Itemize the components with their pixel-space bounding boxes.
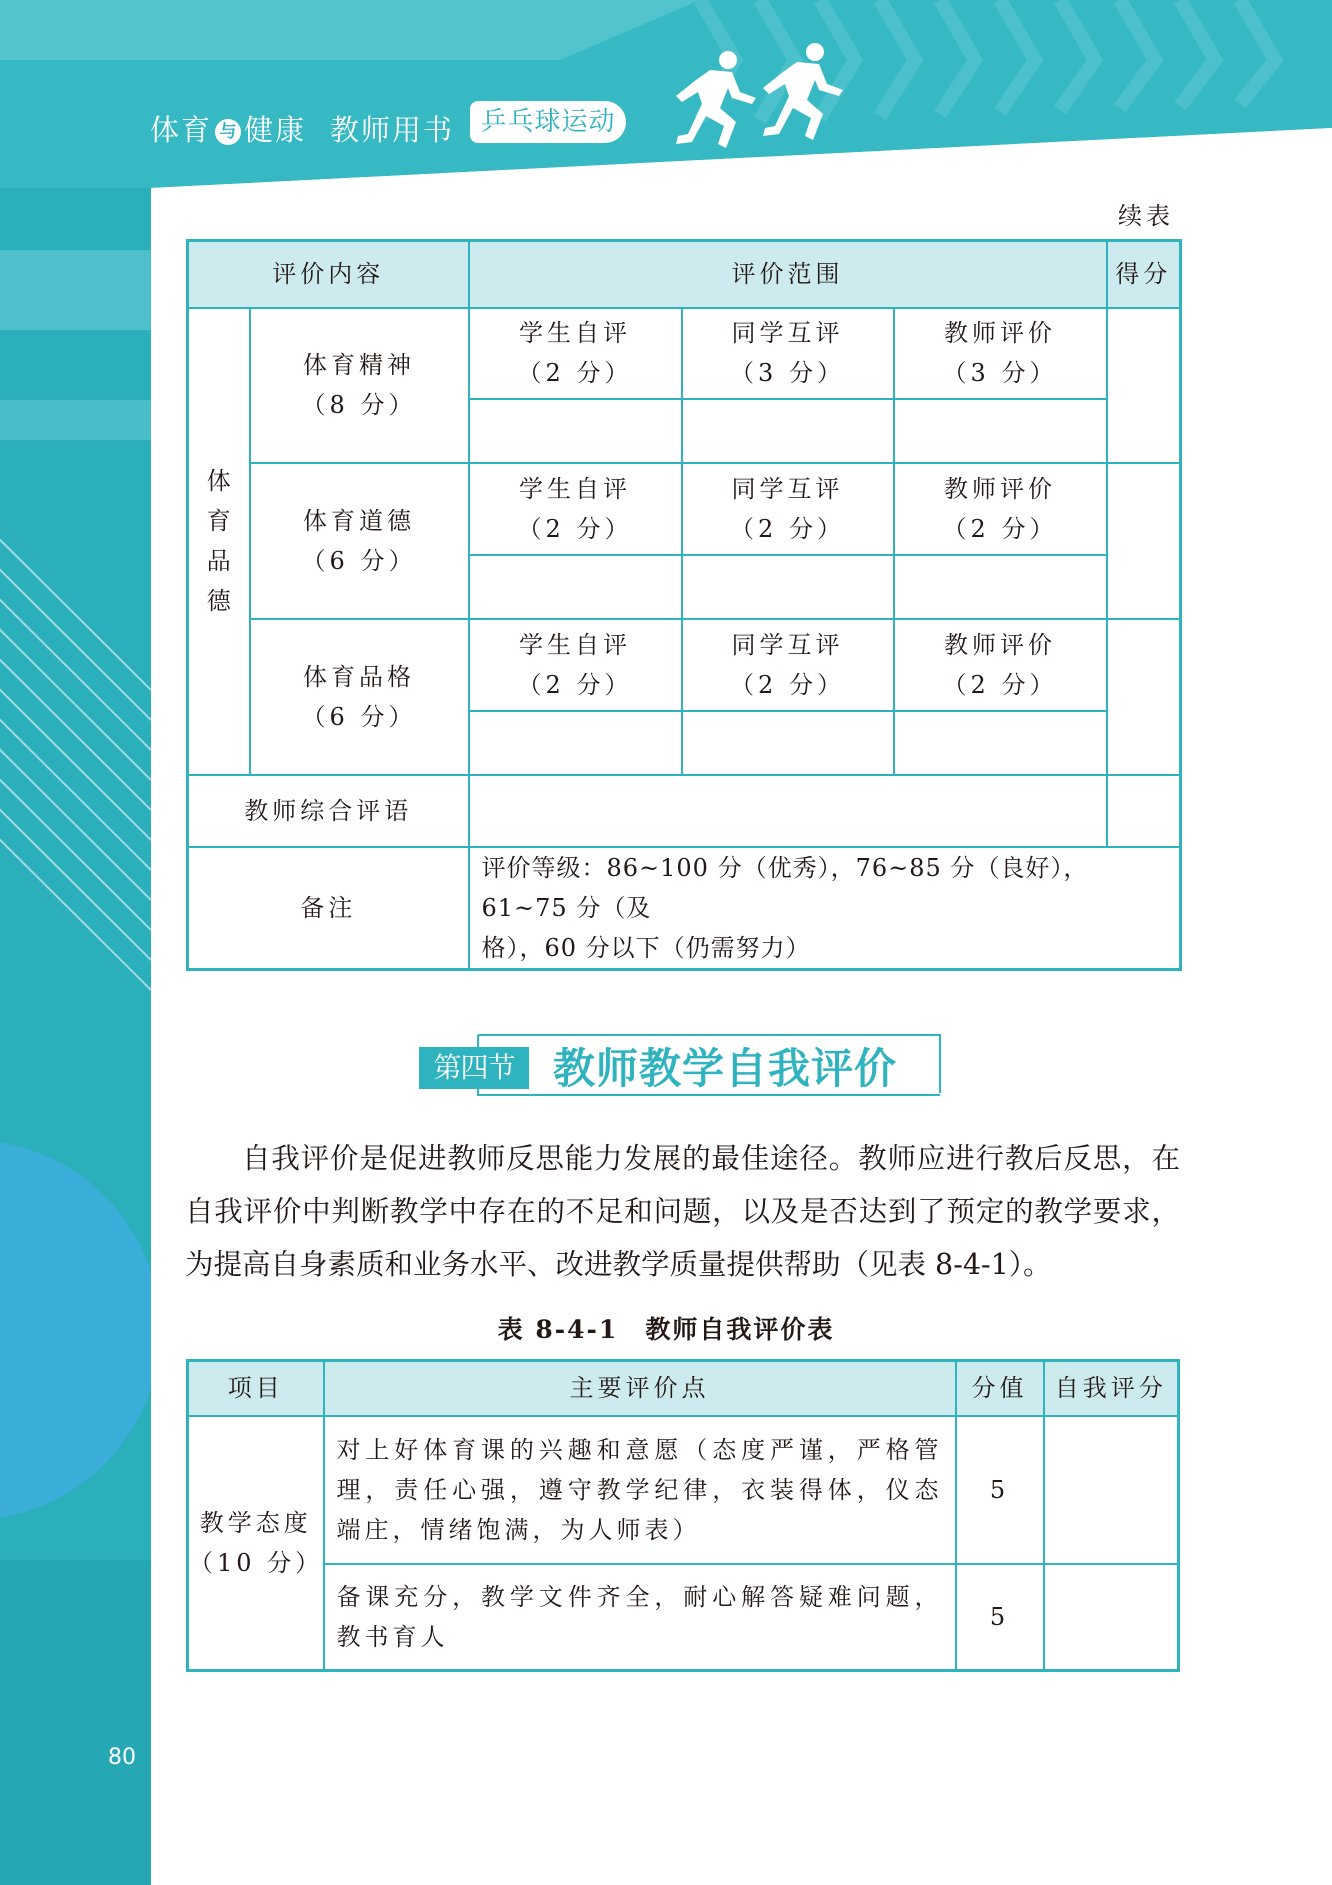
item-points: （8 分） (301, 391, 417, 419)
range-cell: 学生自评 （2 分） (469, 308, 682, 399)
page-number: 80 (108, 1745, 136, 1770)
range-cell: 教师评价 （2 分） (894, 463, 1107, 555)
evaluation-point: 对上好体育课的兴趣和意愿（态度严谨，严格管理，责任心强，遵守教学纪律，衣装得体，仪态端庄，情绪饱满，为人师表） (324, 1416, 956, 1564)
remark-label: 备注 (188, 847, 469, 970)
item-cell (250, 463, 469, 619)
item-label: 体育道德 (303, 506, 415, 535)
item-points: （10 分） (189, 1548, 324, 1577)
self-score-cell (1044, 1416, 1179, 1564)
header-score: 得分 (1107, 241, 1181, 308)
range-score-cell (894, 399, 1107, 463)
body-paragraph: 自我评价是促进教师反思能力发展的最佳途径。教师应进行教后反思，在自我评价中判断教学中存在的不足和问题，以及是否达到了预定的教学要求，为提高自身素质和业务水平、改进教学质量提供帮助（见表 8-4-1）。 (185, 1142, 1180, 1281)
range-cell: 教师评价 （2 分） (894, 619, 1107, 711)
continued-label: 续表 (1118, 202, 1174, 230)
item-points: （6 分） (301, 546, 417, 575)
item-label: 体育精神 (303, 351, 415, 379)
evaluation-table-continued (186, 239, 1182, 971)
item-cell (250, 619, 469, 775)
range-score-cell (682, 399, 894, 463)
header-eval-range: 评价范围 (469, 241, 1107, 308)
table-caption: 表 8-4-1 教师自我评价表 (497, 1315, 835, 1344)
item-points: （6 分） (301, 702, 417, 731)
header-points: 分值 (956, 1361, 1044, 1416)
item-cell (188, 1416, 324, 1671)
chapter-tag: 乒乓球运动 (470, 101, 626, 143)
header-main-points: 主要评价点 (324, 1361, 956, 1416)
score-cell (1107, 619, 1181, 775)
self-score-cell (1044, 1564, 1179, 1671)
teacher-comment-label: 教师综合评语 (188, 775, 469, 847)
range-cell: 同学互评 （2 分） (682, 463, 894, 555)
header-self-score: 自我评分 (1044, 1361, 1179, 1416)
range-score-cell (469, 399, 682, 463)
point-value: 5 (956, 1416, 1044, 1564)
category-label: 体育品德 (206, 467, 235, 615)
section-title: 教师教学自我评价 (553, 1044, 898, 1093)
item-label: 教学态度 (199, 1508, 312, 1537)
header-item: 项目 (188, 1361, 324, 1416)
range-cell: 学生自评 （2 分） (469, 463, 682, 555)
remark-text: 评价等级：86~100 分（优秀），76~85 分（良好），61~75 分（及 格），60 分以下（仍需努力） (469, 847, 1181, 970)
header-eval-content: 评价内容 (188, 241, 469, 308)
range-cell: 学生自评 （2 分） (469, 619, 682, 711)
range-score-cell (469, 555, 682, 619)
book-title: 体育 与 健康 教师用书 (150, 113, 455, 147)
score-cell (1107, 308, 1181, 463)
range-cell: 同学互评 （2 分） (682, 619, 894, 711)
score-cell (1107, 463, 1181, 619)
range-score-cell (682, 555, 894, 619)
range-score-cell (894, 555, 1107, 619)
item-label: 体育品格 (303, 662, 415, 691)
range-cell: 同学互评 （3 分） (682, 308, 894, 399)
range-cell: 教师评价 （3 分） (894, 308, 1107, 399)
score-cell (1107, 775, 1181, 847)
range-score-cell (469, 711, 682, 775)
evaluation-point: 备课充分，教学文件齐全，耐心解答疑难问题，教书育人 (324, 1564, 956, 1671)
teacher-self-evaluation-table (186, 1359, 1180, 1672)
section-number-tag: 第四节 (419, 1047, 529, 1089)
book-title-connector: 与 (215, 119, 241, 145)
teacher-comment-cell (469, 775, 1107, 847)
range-score-cell (682, 711, 894, 775)
item-cell (250, 308, 469, 463)
category-cell (188, 308, 250, 775)
point-value: 5 (956, 1564, 1044, 1671)
range-score-cell (894, 711, 1107, 775)
